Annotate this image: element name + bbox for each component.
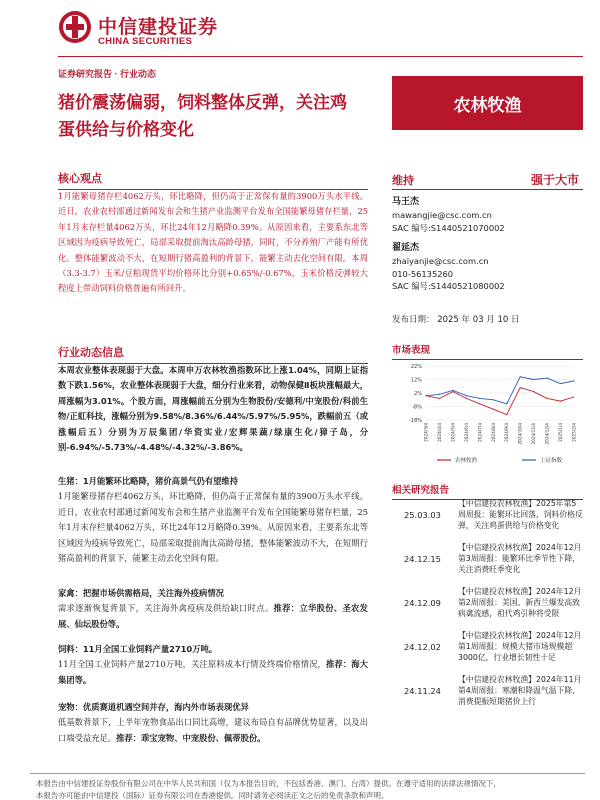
analyst-1-email: mawangjie@csc.com.cn bbox=[392, 209, 492, 220]
analyst-2-name: 翟延杰 bbox=[392, 243, 420, 253]
pet-rec: 乖宝宠物、中宠股份、佩蒂股份。 bbox=[141, 732, 266, 743]
related-item-date: 24.12.02 bbox=[404, 642, 441, 652]
related-item-date: 24.11.24 bbox=[404, 686, 441, 696]
market-chart bbox=[392, 358, 583, 470]
related-item-title[interactable]: 【中信建投农林牧渔】2024年12月第3周周报：能繁环比季节性下降，关注消费旺季变化 bbox=[458, 543, 582, 575]
analyst-2 bbox=[392, 242, 583, 293]
feed-section bbox=[58, 642, 368, 688]
y-tick-label: -18% bbox=[409, 418, 422, 424]
analyst-1-sac: SAC 编号:S1440521070002 bbox=[392, 222, 505, 233]
poultry-text: 需求逐渐恢复背景下，关注海外禽疫病及供给缺口时点。 bbox=[58, 603, 274, 614]
market-heading: 市场表现 bbox=[392, 342, 583, 360]
data-point bbox=[520, 387, 521, 388]
feed-rec-label: 推荐： bbox=[325, 659, 352, 670]
poultry-rec-label: 推荐： bbox=[273, 603, 300, 614]
feed-rec: 海大集团等。 bbox=[58, 659, 368, 685]
x-tick-label: 2024/12/4 bbox=[544, 423, 550, 445]
related-item-date: 25.03.03 bbox=[404, 510, 441, 520]
data-point bbox=[573, 396, 574, 397]
x-tick-label: 2024/7/4 bbox=[477, 423, 483, 442]
data-point bbox=[479, 403, 480, 404]
data-point bbox=[479, 398, 480, 399]
related-item[interactable] bbox=[392, 498, 583, 542]
header-divider bbox=[58, 56, 583, 57]
data-point bbox=[439, 398, 440, 399]
data-point bbox=[560, 383, 561, 384]
data-point bbox=[533, 379, 534, 380]
data-point bbox=[560, 401, 561, 402]
footer-line-2: 本报告亦可能由中信建投（国际）证券有限公司在香港提供。同时请务必阅读正文之后的免责条款和声明。 bbox=[36, 791, 389, 800]
data-point bbox=[452, 391, 453, 392]
legend-label: 农林牧渔 bbox=[455, 458, 478, 464]
data-point bbox=[439, 394, 440, 395]
analyst-2-sac: SAC 编号:S1440521080002 bbox=[392, 281, 505, 292]
data-point bbox=[466, 395, 467, 396]
analyst-1 bbox=[392, 196, 583, 234]
report-type: 证券研究报告 · 行业动态 bbox=[58, 69, 156, 79]
footer-disclaimer bbox=[36, 778, 596, 800]
y-tick-label: 2% bbox=[414, 391, 422, 397]
pet-section bbox=[58, 700, 368, 746]
data-point bbox=[452, 390, 453, 391]
report-title: 猪价震荡偏弱，饲料整体反弹，关注鸡蛋供给与价格变化 bbox=[58, 93, 347, 140]
sector-badge: 农林牧渔 bbox=[392, 76, 583, 130]
rating-value: 强于大市 bbox=[530, 173, 579, 187]
analyst-2-email: zhaiyanjie@csc.com.cn bbox=[392, 255, 489, 266]
x-tick-label: 2024/9/4 bbox=[504, 423, 510, 442]
x-tick-label: 2024/4/4 bbox=[436, 423, 442, 442]
poultry-heading: 家禽：把握市场供需格局，关注海外疫病情况 bbox=[58, 588, 224, 598]
hog-text: 1月能繁母猪存栏4062万头，环比略降，但仍高于正常保有量的3900万头水平线。近日，农业农村部通过新闻发布会和生猪产业监测平台发布全国能繁母猪存栏量，25年1月末存栏量4062万头，环比24年12月略降0.39%。从原因来看，主要系东北等区域因为疫病导致死亡，局部采取提前淘汰高龄母猪，整体能繁波动不大，在短期行猪高盈利的背景下，能繁主动去化空间有限。 bbox=[58, 491, 368, 564]
data-point bbox=[546, 378, 547, 379]
company-logo bbox=[58, 10, 218, 50]
hog-section bbox=[58, 474, 368, 566]
logo-text-en: CHINA SECURITIES bbox=[98, 36, 193, 47]
data-point bbox=[520, 376, 521, 377]
logo-text-cn: 中信建投证券 bbox=[98, 16, 219, 38]
feed-text: 11月全国工业饲料产量2710万吨，关注原料成本行情及终端价格情况， bbox=[58, 659, 326, 670]
data-point bbox=[493, 409, 494, 410]
analyst-2-phone: 010-56135260 bbox=[392, 268, 454, 279]
related-item-title[interactable]: 【中信建投农林牧渔】2024年12月第1周周报：规模大猪市场规模超3000亿，行业增长韧性十足 bbox=[458, 631, 582, 663]
company-logo-mark bbox=[58, 10, 92, 44]
y-tick-label: 22% bbox=[410, 364, 422, 370]
data-point bbox=[546, 398, 547, 399]
poultry-rec: 立华股份、圣农发展、仙坛股份等。 bbox=[58, 603, 368, 629]
core-view-text: 1月能繁母猪存栏4062万头，环比略降，但仍高于正常保有量的3900万头水平线。近日，农业农村部通过新闻发布会和生猪产业监测平台发布全国能繁母猪存栏量，25年1月末存栏量4062万头，环比24年12月略降0.39%。从原因来看，主要系东北等区域因为疫病导致死亡，局部采取提前淘汰高龄母猪，同时，不分养殖厂产能有所优化。整体能繁波动不大，在短期行猪高盈利的背景下，能繁主动去化空间有限。本周（3.3-3.7）玉米/豆粕现货平均价格环比分别+0.65%/-0.67%，玉米价格反弹较大程度上带动饲料价格普遍有所回升。 bbox=[58, 191, 368, 294]
footer-line-1: 本报告由中信建投证券股份有限公司在中华人民共和国（仅为本报告目的，不包括香港、澳门、台湾）提供。在遵守适用的法律法规情况下， bbox=[36, 779, 501, 788]
data-point bbox=[533, 391, 534, 392]
data-point bbox=[506, 403, 507, 404]
related-item[interactable] bbox=[392, 542, 583, 586]
y-tick-label: -8% bbox=[412, 404, 422, 411]
industry-news-heading: 行业动态信息 bbox=[58, 344, 368, 364]
data-point bbox=[466, 398, 467, 399]
pet-heading: 宠物：优质赛道机遇空间并存，海内外市场表现优异 bbox=[58, 702, 249, 712]
hog-heading: 生猪：1月能繁环比略降，猪价高景气仍有望维持 bbox=[58, 476, 239, 486]
related-item-title[interactable]: 【中信建投农林牧渔】2024年12月第2周周报：美国、新西兰爆发高致病禽流感，祖代鸡引种将受限 bbox=[458, 587, 582, 619]
related-item[interactable] bbox=[392, 674, 583, 718]
related-reports bbox=[392, 498, 583, 718]
poultry-section bbox=[58, 586, 368, 632]
related-item[interactable] bbox=[392, 586, 583, 630]
related-item-date: 24.12.09 bbox=[404, 598, 441, 608]
industry-intro-text: 本周农业整体表现弱于大盘。本周申万农林牧渔指数环比上涨1.04%，同期上证指数下跌1.56%，农业整体表现弱于大盘，细分行业来看，动物保健Ⅱ板块涨幅最大，周涨幅为3.01%。个股方面，周涨幅前五分别为生物股份/安德利/中宠股份/科前生物/正虹科技，涨幅分别为9.58%/8.36%/6.44%/5.97%/5.95%，跌幅前五（或涨幅后五）分别为万辰集团/华资实业/宏辉果蔬/绿康生化/獐子岛，分别-6.94%/-5.73%/-4.48%/-4.32%/-3.86%。 bbox=[58, 365, 368, 453]
x-tick-label: 2024/3/4 bbox=[423, 423, 429, 442]
rating-row bbox=[392, 170, 583, 190]
data-point bbox=[506, 414, 507, 415]
footer-divider bbox=[30, 773, 585, 774]
related-item[interactable] bbox=[392, 630, 583, 674]
x-tick-label: 2025/1/4 bbox=[558, 423, 564, 442]
x-tick-label: 2024/6/4 bbox=[463, 423, 469, 442]
related-item-title[interactable]: 【中信建投农林牧渔】2025年第5周周报：能繁环比回落，饲料价格反弹，关注鸡蛋供给与价格变化 bbox=[458, 499, 583, 531]
data-point bbox=[493, 399, 494, 400]
pet-text: 低基数背景下，上半年宠物食品出口同比高增，建议布局自有品牌优势显著，以及出口端受益充足。 bbox=[58, 717, 368, 743]
related-heading: 相关研究报告 bbox=[392, 482, 583, 500]
legend-label: 上证指数 bbox=[540, 458, 563, 464]
core-view-heading: 核心观点 bbox=[58, 170, 368, 190]
market-chart-svg bbox=[392, 358, 583, 470]
data-point bbox=[573, 380, 574, 381]
x-tick-label: 2024/10/4 bbox=[517, 423, 523, 445]
x-tick-label: 2024/5/4 bbox=[450, 423, 456, 442]
feed-heading: 饲料：11月全国工业饲料产量2710万吨。 bbox=[58, 644, 218, 654]
data-point bbox=[425, 395, 426, 396]
x-tick-label: 2024/11/4 bbox=[531, 423, 537, 445]
analyst-1-name: 马王杰 bbox=[392, 197, 420, 207]
pet-rec-label: 推荐： bbox=[116, 732, 141, 743]
related-item-title[interactable]: 【中信建投农林牧渔】2024年11月第4周周报：寒潮和降温气温下降，消费提振短期猪价上行 bbox=[458, 675, 582, 707]
x-tick-label: 2025/2/4 bbox=[571, 423, 577, 442]
y-tick-label: 12% bbox=[410, 377, 422, 384]
industry-intro bbox=[58, 363, 368, 455]
x-tick-label: 2024/8/4 bbox=[490, 423, 496, 442]
related-item-date: 24.12.15 bbox=[404, 554, 441, 564]
publish-date: 发布日期： 2025 年 03 月 10 日 bbox=[392, 315, 520, 325]
rating-label: 维持 bbox=[392, 174, 414, 187]
